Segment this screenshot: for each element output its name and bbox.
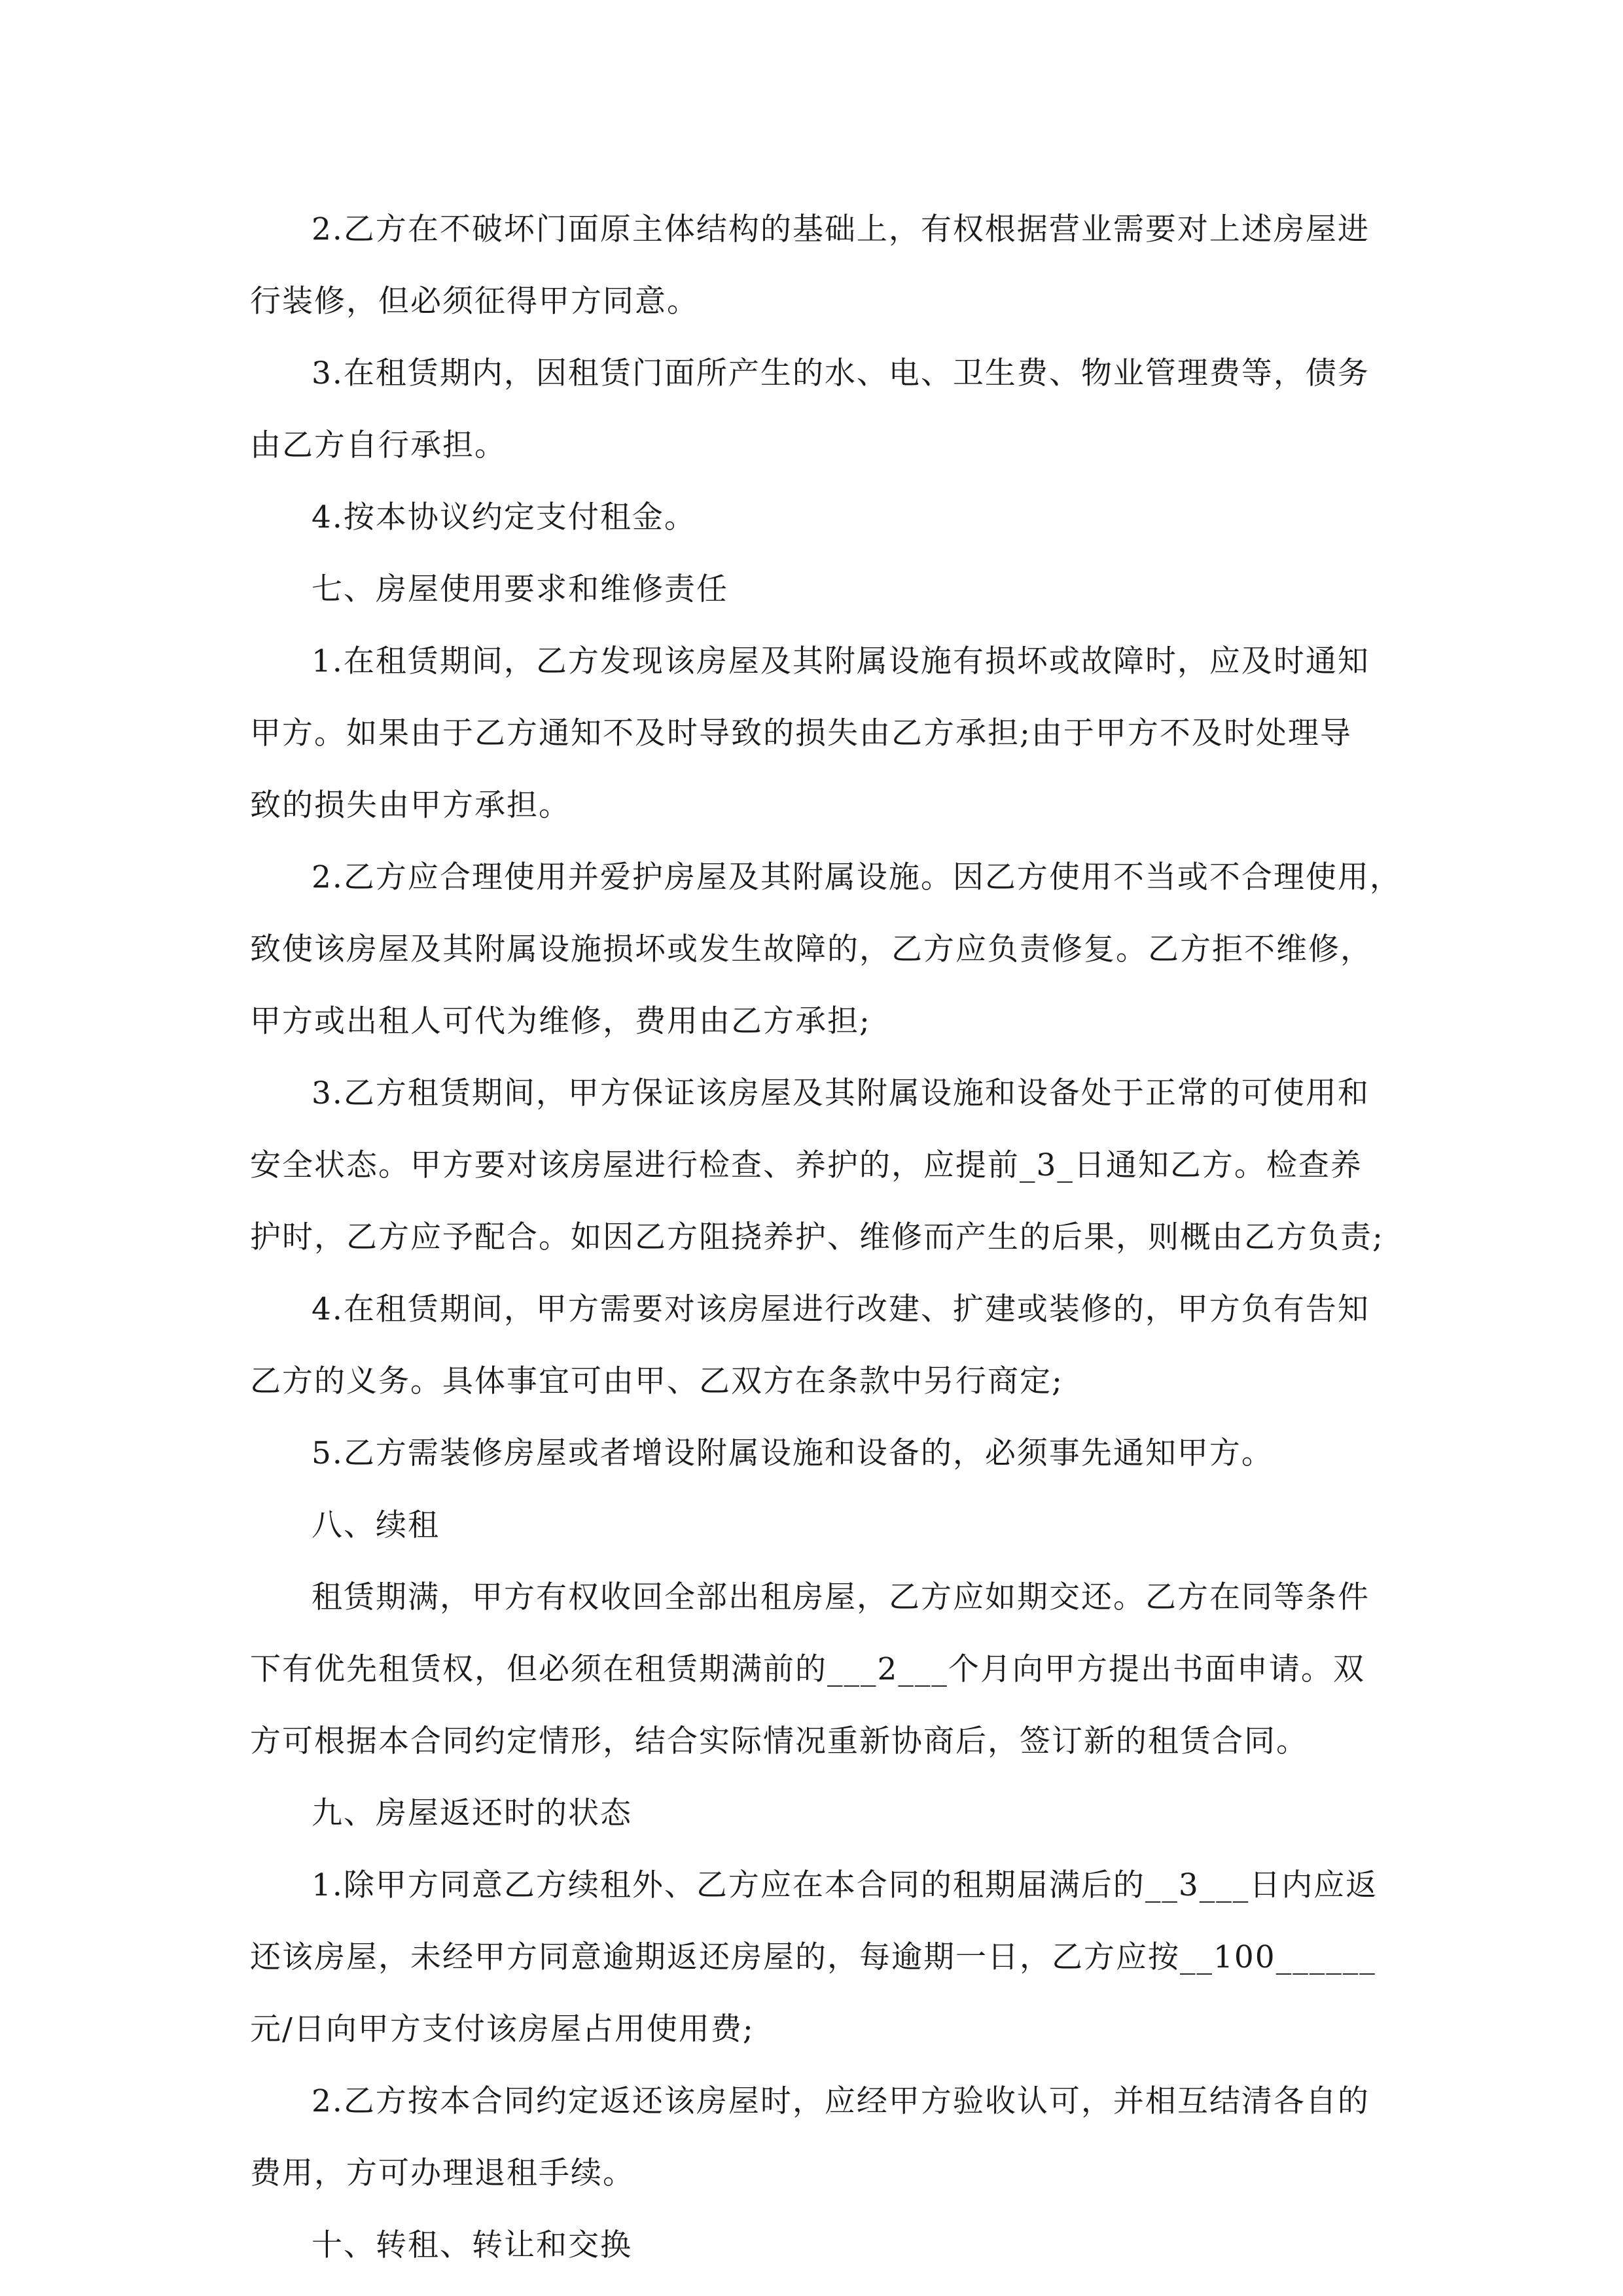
text-line: 3.乙方租赁期间，甲方保证该房屋及其附属设施和设备处于正常的可使用和	[312, 1075, 1370, 1111]
text-line: 甲方或出租人可代为维修，费用由乙方承担;	[250, 1003, 871, 1039]
section-heading-8	[250, 1490, 1387, 1562]
text-line: 2.乙方在不破坏门面原主体结构的基础上，有权根据营业需要对上述房屋进	[312, 211, 1370, 247]
heading-text: 十、转租、转让和交换	[312, 2227, 632, 2263]
text-line: 安全状态。甲方要对该房屋进行检查、养护的，应提前_3_日通知乙方。检查养	[250, 1147, 1363, 1183]
text-line: 还该房屋，未经甲方同意逾期返还房屋的，每逾期一日，乙方应按__100______	[250, 1939, 1376, 1975]
paragraph-utility-costs	[250, 338, 1387, 482]
text-line: 1.除甲方同意乙方续租外、乙方应在本合同的租期届满后的__3___日内应返	[312, 1867, 1378, 1903]
text-line: 甲方。如果由于乙方通知不及时导致的损失由乙方承担;由于甲方不及时处理导	[250, 715, 1352, 751]
paragraph-tenant-decoration	[250, 1418, 1387, 1490]
text-line: 4.在租赁期间，甲方需要对该房屋进行改建、扩建或装修的，甲方负有告知	[312, 1291, 1370, 1327]
paragraph-pay-rent	[250, 482, 1387, 554]
paragraph-maintenance	[250, 1058, 1387, 1274]
section-heading-10	[250, 2210, 1387, 2282]
heading-text: 七、房屋使用要求和维修责任	[312, 571, 728, 607]
heading-text: 八、续租	[312, 1507, 440, 1543]
paragraph-decoration-right	[250, 194, 1387, 338]
paragraph-proper-use	[250, 842, 1402, 1058]
section-heading-7	[250, 554, 1387, 626]
text-line: 乙方的义务。具体事宜可由甲、乙双方在条款中另行商定;	[250, 1363, 1063, 1399]
text-line: 2.乙方应合理使用并爱护房屋及其附属设施。因乙方使用不当或不合理使用，	[312, 859, 1402, 895]
paragraph-return-inspection	[250, 2066, 1387, 2210]
text-line: 由乙方自行承担。	[250, 427, 507, 463]
text-line: 致使该房屋及其附属设施损坏或发生故障的，乙方应负责修复。乙方拒不维修，	[250, 931, 1372, 967]
paragraph-renewal	[250, 1562, 1387, 1778]
section-heading-9	[250, 1778, 1387, 1850]
text-line: 元/日向甲方支付该房屋占用使用费;	[250, 2011, 755, 2047]
text-line: 3.在租赁期内，因租赁门面所产生的水、电、卫生费、物业管理费等，债务	[312, 355, 1370, 391]
text-line: 1.在租赁期间，乙方发现该房屋及其附属设施有损坏或故障时，应及时通知	[312, 643, 1370, 679]
document-body	[250, 194, 1402, 2282]
text-line: 5.乙方需装修房屋或者增设附属设施和设备的，必须事先通知甲方。	[312, 1435, 1274, 1471]
heading-text: 九、房屋返还时的状态	[312, 1795, 632, 1831]
text-line: 行装修，但必须征得甲方同意。	[250, 283, 699, 319]
text-line: 方可根据本合同约定情形，结合实际情况重新协商后，签订新的租赁合同。	[250, 1723, 1308, 1759]
paragraph-damage-notice	[250, 626, 1387, 842]
text-line: 租赁期满，甲方有权收回全部出租房屋，乙方应如期交还。乙方在同等条件	[312, 1579, 1370, 1615]
text-line: 致的损失由甲方承担。	[250, 787, 571, 823]
paragraph-return-deadline	[250, 1850, 1387, 2066]
paragraph-renovation-notice	[250, 1274, 1387, 1418]
text-line: 费用，方可办理退租手续。	[250, 2155, 635, 2191]
text-line: 2.乙方按本合同约定返还该房屋时，应经甲方验收认可，并相互结清各自的	[312, 2083, 1370, 2119]
text-line: 下有优先租赁权，但必须在租赁期满前的___2___个月向甲方提出书面申请。双	[250, 1651, 1365, 1687]
text-line: 4.按本协议约定支付租金。	[312, 499, 696, 535]
text-line: 护时，乙方应予配合。如因乙方阻挠养护、维修而产生的后果，则概由乙方负责;	[250, 1219, 1384, 1255]
